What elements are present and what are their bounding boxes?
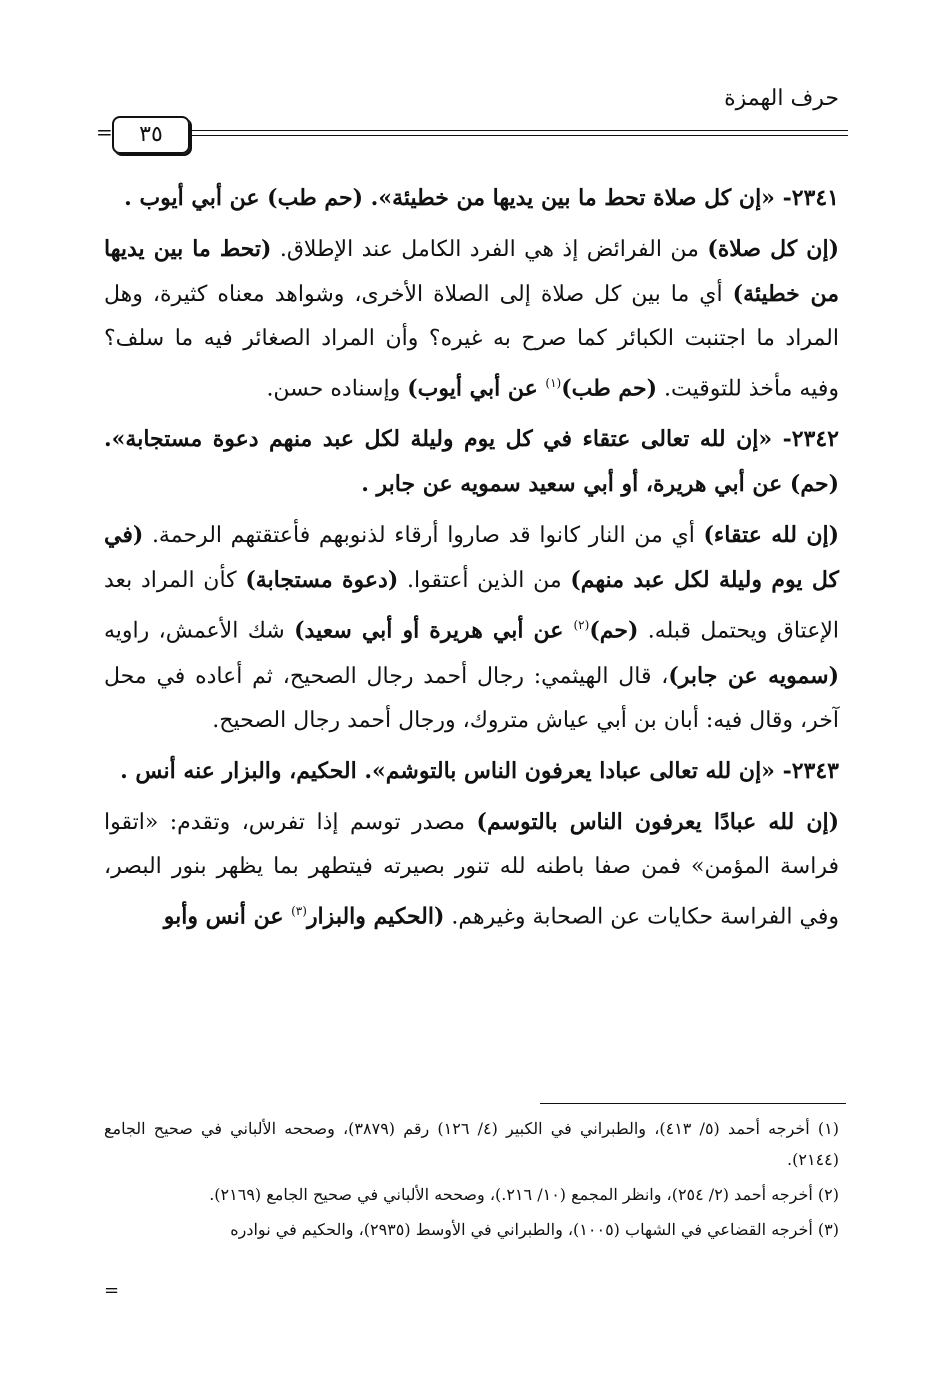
commentary-lemma: (سمويه عن جابر) <box>668 662 839 689</box>
commentary-lemma: (إن لله عبادًا يعرفون الناس بالتوسم) <box>476 808 840 835</box>
page-number: ٣٥ <box>112 116 190 154</box>
hadith-text: «إن لله تعالى عبادا يعرفون الناس بالتوشم». الحكيم، والبزار عنه أنس . <box>120 757 775 784</box>
commentary-text: أي من النار كانوا قد صاروا أرقاء لذنوبهم فأعتقتهم الرحمة. <box>143 523 704 549</box>
commentary-lemma: (تحط ما بين يديها من خطيئة) <box>104 236 839 307</box>
commentary-text: من الذين أعتقوا. <box>398 568 571 594</box>
commentary-text: أي ما بين كل صلاة إلى الصلاة الأخرى، وشواهد معناه كثيرة، وهل المراد ما اجتنبت الكبائر كما صرح به غيره؟ وأن المراد الصغائر فيه ما سلف؟ وفيه مأخذ للتوقيت. <box>104 282 839 402</box>
footnote-ref: (٢) <box>573 618 590 633</box>
commentary-text: كأن المراد بعد الإعتاق ويحتمل قبله. <box>104 568 839 644</box>
hadith-text: «إن كل صلاة تحط ما بين يديها من خطيئة». (حم طب) عن أبي أيوب . <box>124 185 775 211</box>
commentary-lemma: (دعوة مستجابة) <box>245 567 399 594</box>
commentary-lemma: (حم طب) <box>561 375 658 402</box>
footer-continuation-mark: = <box>104 1280 120 1301</box>
commentary-lemma: عن أبي أيوب) <box>407 375 546 402</box>
commentary-lemma: (إن كل صلاة) <box>707 236 839 262</box>
footnote: (٣) أخرجه القضاعي في الشهاب (١٠٠٥)، والطبراني في الأوسط (٢٩٣٥)، والحكيم في نوادره <box>230 1220 839 1239</box>
hadith-number: ٢٣٤١- <box>774 185 839 211</box>
rule-line-bottom <box>190 135 848 136</box>
hadith-entry <box>104 417 839 507</box>
chapter-title: حرف الهمزة <box>724 86 839 111</box>
commentary-lemma: عن أبي هريرة أو أبي سعيد) <box>294 617 574 644</box>
commentary-text: من الفرائض إذ هي الفرد الكامل عند الإطلاق. <box>271 237 708 262</box>
commentary-lemma: (حم) <box>589 617 639 644</box>
rule-line-top <box>190 130 848 131</box>
footnote-ref: (١) <box>545 376 562 390</box>
commentary <box>104 513 839 742</box>
commentary-text: مصدر توسم إذا تفرس، وتقدم: «اتقوا فراسة المؤمن» فمن صفا باطنه لله تنور بصيرته فيتطهر بما يظهر بنور البصر، وفي الفراسة حكايات عن الصحابة وغيرهم. <box>104 809 839 929</box>
footnote: (١) أخرجه أحمد (٥/ ٤١٣)، والطبراني في الكبير (٤/ ١٢٦) رقم (٣٨٧٩)، وصححه الألباني في صحيح الجامع (٢١٤٤). <box>104 1119 839 1169</box>
commentary-lemma: عن أنس وأبو <box>163 902 292 929</box>
commentary-lemma: (إن لله عتقاء) <box>703 522 839 549</box>
commentary <box>104 800 839 939</box>
hadith-entry <box>104 176 839 221</box>
header-rule <box>96 116 848 156</box>
commentary-text: وإسناده حسن. <box>266 376 408 402</box>
hadith-number: ٢٣٤٣- <box>774 757 839 784</box>
commentary-lemma: (في كل يوم وليلة لكل عبد منهم) <box>104 522 839 594</box>
footnote: (٢) أخرجه أحمد (٢/ ٢٥٤)، وانظر المجمع (١٠/ ٢١٦.)، وصححه الألباني في صحيح الجامع (٢١٦٩). <box>209 1185 839 1204</box>
main-text <box>104 176 839 945</box>
hadith-number: ٢٣٤٢- <box>772 426 839 453</box>
hadith-entry <box>104 749 839 794</box>
footnote-separator <box>540 1103 846 1104</box>
footnote-ref: (٣) <box>291 903 307 918</box>
hadith-text: «إن لله تعالى عتقاء في كل يوم وليلة لكل عبد منهم دعوة مستجابة». (حم) عن أبي هريرة، أو أبي سعيد سمويه عن جابر . <box>104 426 839 498</box>
commentary-lemma: (الحكيم والبزار <box>306 902 445 929</box>
commentary-text: ، قال الهيثمي: رجال أحمد رجال الصحيح، ثم أعاده في محل آخر، وقال فيه: أبان بن أبي عياش متروك، ورجال أحمد رجال الصحيح. <box>104 663 839 733</box>
commentary <box>104 227 839 411</box>
footnotes <box>104 1113 839 1249</box>
commentary-text: شك الأعمش، راويه <box>104 618 295 644</box>
header-continuation-mark: = <box>96 120 113 144</box>
